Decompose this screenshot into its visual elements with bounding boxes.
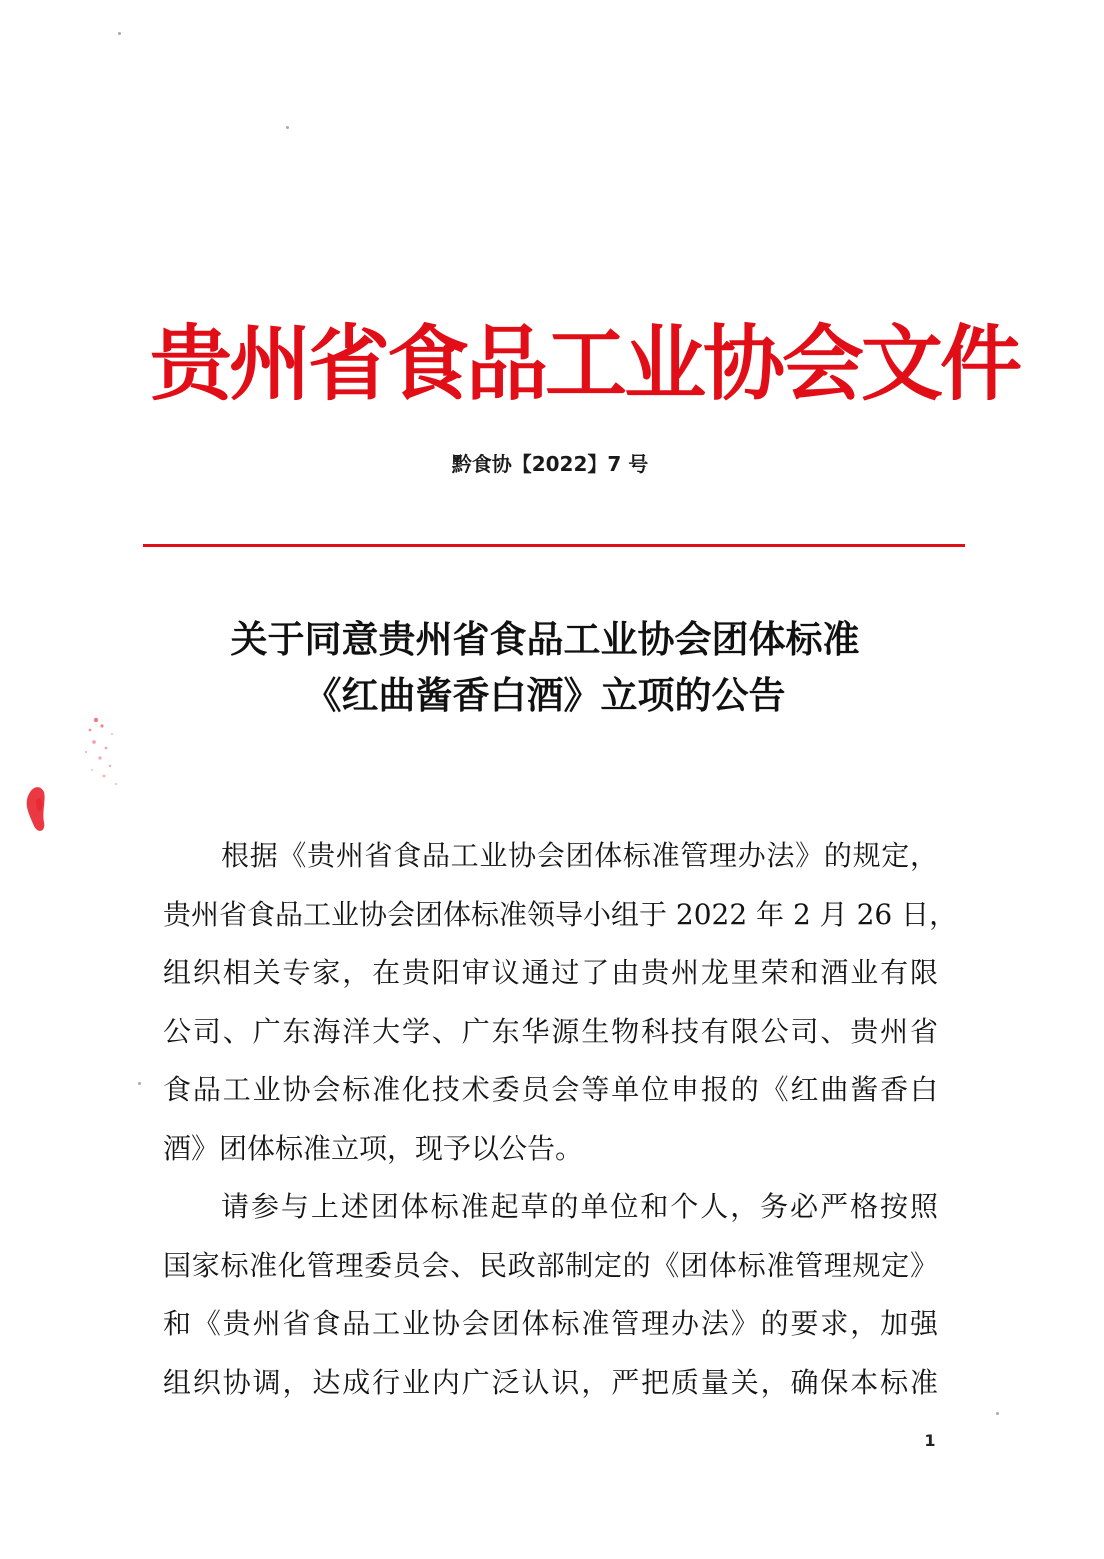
- paragraph-1-line: 根据《贵州省食品工业协会团体标准管理办法》的规定，: [221, 839, 938, 872]
- paragraph-1-line: 组织相关专家，在贵阳审议通过了由贵州龙里荣和酒业有限: [163, 956, 938, 989]
- paragraph-1-line: 公司、广东海洋大学、广东华源生物科技有限公司、贵州省: [163, 1014, 938, 1048]
- masthead-title: 贵州省食品工业协会文件: [150, 316, 1020, 412]
- title-line-2: 《红曲酱香白酒》立项的公告: [304, 674, 786, 717]
- paragraph-1-line: 酒》团体标准立项，现予以公告。: [163, 1131, 584, 1165]
- title-line-1: 关于同意贵州省食品工业协会团体标准: [230, 618, 860, 661]
- scan-speck: [996, 1412, 999, 1415]
- paragraph-1-line: 贵州省食品工业协会团体标准领导小组于 2022 年 2 月 26 日，: [163, 897, 958, 931]
- paragraph-2-line: 请参与上述团体标准起草的单位和个人，务必严格按照: [221, 1190, 938, 1223]
- paragraph-1-line: 食品工业协会标准化技术委员会等单位申报的《红曲酱香白: [163, 1073, 938, 1106]
- paragraph-2-line: 国家标准化管理委员会、民政部制定的《团体标准管理规定》: [163, 1248, 938, 1282]
- document-number: 黔食协【2022】7 号: [451, 452, 649, 476]
- body-text: [163, 827, 958, 1412]
- announcement-title: [150, 612, 940, 724]
- paragraph-2-line: 组织协调，达成行业内广泛认识，严把质量关，确保本标准: [163, 1365, 938, 1399]
- red-divider-line: [143, 544, 965, 547]
- scan-speck: [138, 1082, 141, 1085]
- paragraph-2-line: 和《贵州省食品工业协会团体标准管理办法》的要求，加强: [163, 1307, 938, 1340]
- page-number: 1: [924, 1431, 936, 1450]
- scan-speck: [118, 32, 121, 35]
- scan-speck: [286, 126, 289, 129]
- seal-fragment-icon: [22, 700, 132, 860]
